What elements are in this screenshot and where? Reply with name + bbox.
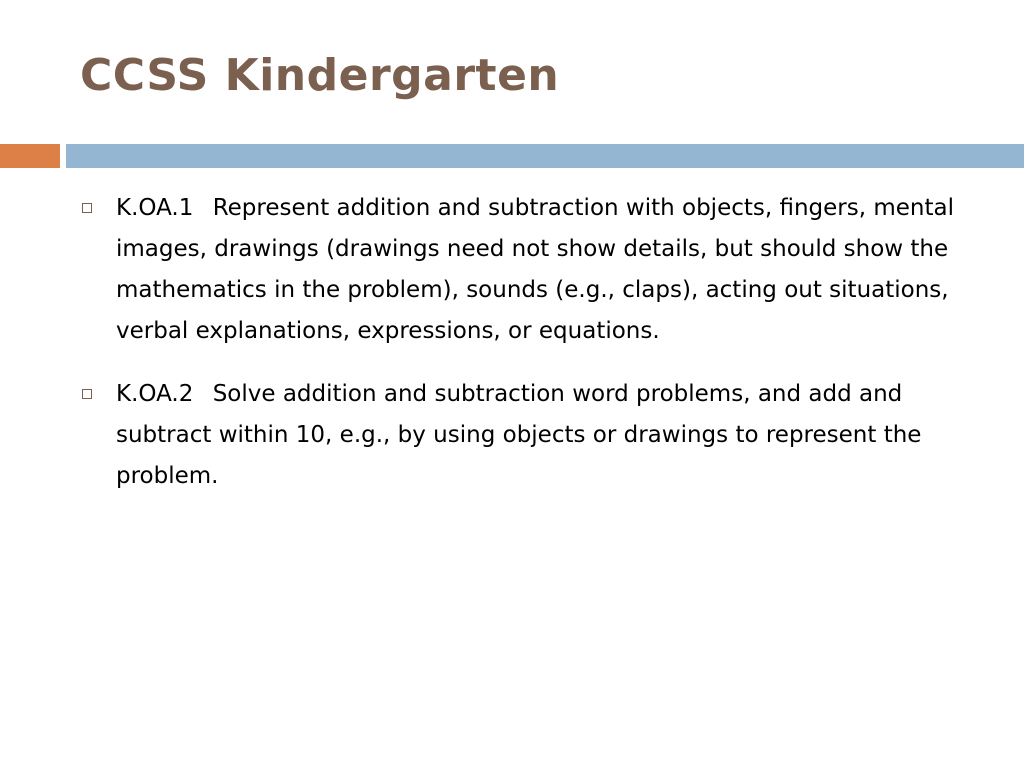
bullet-item <box>80 374 960 497</box>
title-accent-bar <box>0 144 60 168</box>
standard-description: Represent addition and subtraction with objects, fingers, mental images, drawings (drawings need not show details, but should show the mathematics in the problem), sounds (e.g., claps), acting out situations, verbal explanations, expressions, or equations. <box>116 195 954 344</box>
standard-code: K.OA.1 <box>116 195 194 221</box>
square-bullet-icon <box>82 389 92 399</box>
slide-title: CCSS Kindergarten <box>80 50 560 101</box>
standard-code: K.OA.2 <box>116 381 194 407</box>
title-divider-bar <box>66 144 1024 168</box>
bullet-list <box>80 188 960 519</box>
standard-description: Solve addition and subtraction word problems, and add and subtract within 10, e.g., by using objects or drawings to represent the problem. <box>116 381 922 489</box>
bullet-item <box>80 188 960 352</box>
square-bullet-icon <box>82 203 92 213</box>
